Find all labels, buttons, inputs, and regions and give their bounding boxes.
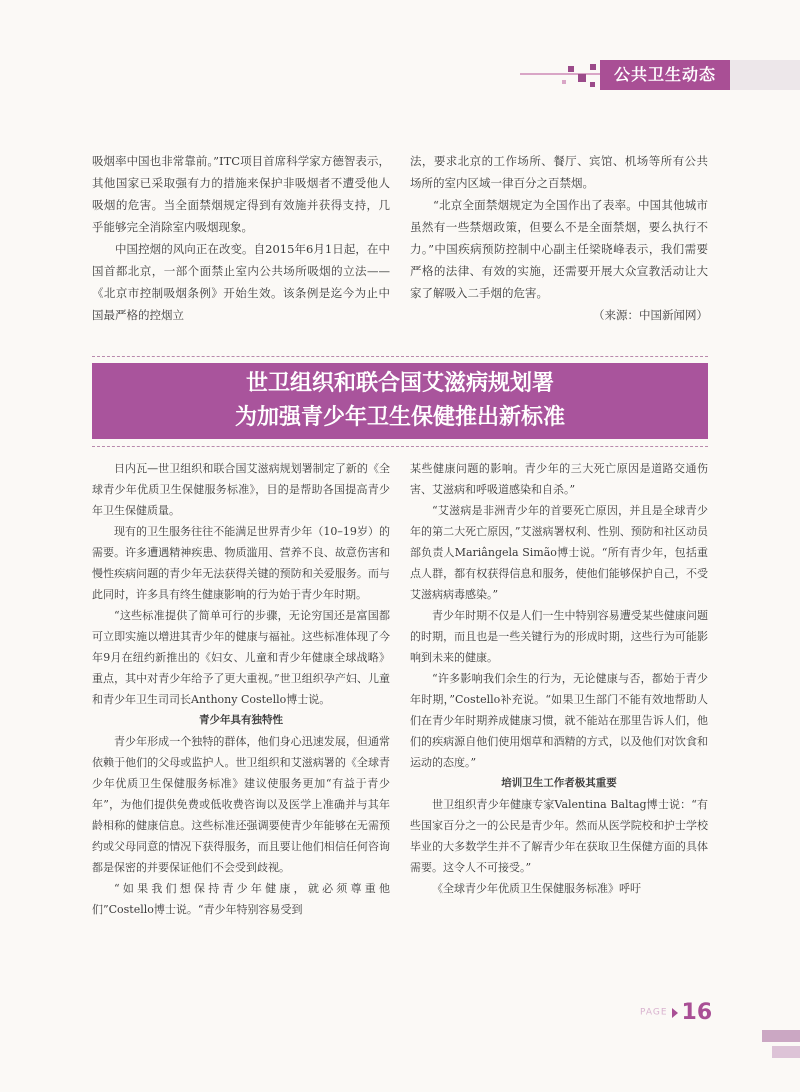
paragraph: “艾滋病是非洲青少年的首要死亡原因，并且是全球青少年的第二大死亡原因，”艾滋病署权利、性别、预防和社区动员部负责人Mariângela Simão博士说。“所有青少年，包括重点人群，都有权获得信息和服务，使他们能够保护自己，不受艾滋病病毒感染。” — [410, 504, 708, 601]
banner-top-dashed-line — [92, 356, 708, 357]
section-tab-tail — [730, 60, 800, 90]
footer-decoration-bar — [762, 1030, 800, 1042]
banner-bottom-dashed-line — [92, 446, 708, 447]
triangle-icon — [672, 1008, 678, 1018]
paragraph: 青少年形成一个独特的群体，他们身心迅速发展，但通常依赖于他们的父母或监护人。世卫组织和艾滋病署的《全球青少年优质卫生保健服务标准》建议使服务更加“有益于青少年”，为他们提供免费或低收费咨询以及医学上准确并与其年龄相称的健康信息。这些标准还强调要使青少年能够在无需预约或父母同意的情况下获得服务，而且要让他们相信任何咨询都是保密的并要保证他们不会受到歧视。 — [92, 735, 390, 874]
paragraph: “许多影响我们余生的行为，无论健康与否，都始于青少年时期，”Costello补充说。“如果卫生部门不能有效地帮助人们在青少年时期养成健康习惯，就不能站在那里告诉人们，他们的疾病源自他们使用烟草和酒精的方式，以及他们对饮食和运动的态度。” — [410, 672, 708, 769]
paragraph: 青少年时期不仅是人们一生中特别容易遭受某些健康问题的时期，而且也是一些关键行为的形成时期，这些行为可能影响到未来的健康。 — [410, 609, 708, 664]
article-title-line-1: 世卫组织和联合国艾滋病规划署 — [245, 371, 554, 396]
page-number-block — [640, 1000, 712, 1025]
article-title-banner — [92, 363, 708, 439]
article-right-column — [410, 458, 708, 899]
article-left-column — [92, 458, 390, 920]
subheading: 培训卫生工作者极其重要 — [501, 777, 617, 789]
source-credit: （来源：中国新闻网） — [593, 308, 708, 322]
top-article-left-column — [92, 150, 390, 326]
page-label: PAGE — [640, 1007, 668, 1018]
page-number: 16 — [681, 1000, 713, 1025]
paragraph: 吸烟率中国也非常靠前。”ITC项目首席科学家方德智表示，其他国家已采取强有力的措施来保护非吸烟者不遭受他人吸烟的危害。当全面禁烟规定得到有效施并获得支持，几乎能够完全消除室内吸烟现象。 — [92, 154, 390, 234]
subheading: 青少年具有独特性 — [199, 714, 283, 726]
paragraph: 现有的卫生服务往往不能满足世界青少年（10–19岁）的需要。许多遭遇精神疾患、物质滥用、营养不良、故意伤害和慢性疾病问题的青少年无法获得关键的预防和关爱服务。而与此同时，许多具有终生健康影响的行为始于青少年时期。 — [92, 525, 390, 601]
section-title: 公共卫生动态 — [600, 60, 730, 90]
footer-decoration-bar — [772, 1046, 800, 1058]
paragraph: 中国控烟的风向正在改变。自2015年6月1日起，在中国首都北京，一部个面禁止室内公共场所吸烟的立法——《北京市控制吸烟条例》开始生效。该条例是迄今为止中国最严格的控烟立 — [92, 242, 390, 322]
article-title-line-2: 为加强青少年卫生保健推出新标准 — [234, 405, 565, 430]
paragraph: 法，要求北京的工作场所、餐厅、宾馆、机场等所有公共场所的室内区域一律百分之百禁烟。 — [410, 154, 708, 190]
paragraph: “这些标准提供了简单可行的步骤，无论穷国还是富国都可立即实施以增进其青少年的健康与福祉。这些标准体现了今年9月在纽约新推出的《妇女、儿童和青少年健康全球战略》重点，其中对青少年给予了更大重视。”世卫组织孕产妇、儿童和青少年卫生司司长Anthony Costello博士说。 — [92, 609, 390, 706]
paragraph: 《全球青少年优质卫生保健服务标准》呼吁 — [432, 882, 641, 895]
top-article-right-column — [410, 150, 708, 326]
paragraph: “北京全面禁烟规定为全国作出了表率。中国其他城市虽然有一些禁烟政策，但要么不是全面禁烟，要么执行不力。”中国疾病预防控制中心副主任梁晓峰表示，我们需要严格的法律、有效的实施，还需要开展大众宣教活动让大家了解吸入二手烟的危害。 — [410, 198, 708, 300]
paragraph: 世卫组织青少年健康专家Valentina Baltag博士说：“有些国家百分之一的公民是青少年。然而从医学院校和护士学校毕业的大多数学生并不了解青少年在获取卫生保健方面的具体需要。这令人不可接受。” — [410, 798, 708, 874]
paragraph: 某些健康问题的影响。青少年的三大死亡原因是道路交通伤害、艾滋病和呼吸道感染和自杀。” — [410, 462, 708, 496]
paragraph: “如果我们想保持青少年健康，就必须尊重他们”Costello博士说。“青少年特别容易受到 — [92, 882, 390, 916]
paragraph: 日内瓦—世卫组织和联合国艾滋病规划署制定了新的《全球青少年优质卫生保健服务标准》，目的是帮助各国提高青少年卫生保健质量。 — [92, 462, 390, 517]
